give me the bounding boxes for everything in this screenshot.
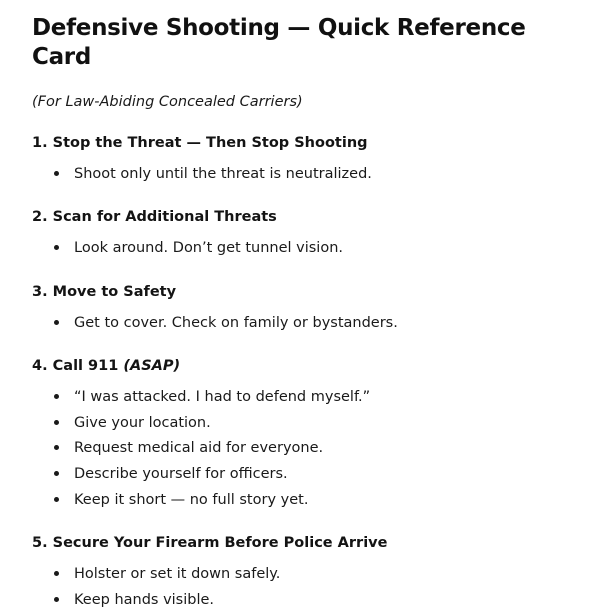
list-item: Request medical aid for everyone. [50, 438, 568, 459]
section-list-5 [32, 564, 568, 610]
list-item: Holster or set it down safely. [50, 564, 568, 585]
section-heading-5 [32, 535, 568, 551]
section-heading-5-text: 5. Secure Your Firearm Before Police Arrive [32, 535, 388, 552]
section-heading-4 [32, 358, 568, 374]
section-list-1 [32, 164, 568, 185]
section-heading-2 [32, 209, 568, 225]
page-title: Defensive Shooting — Quick Reference Card [32, 15, 526, 70]
list-item: Keep hands visible. [50, 590, 568, 610]
section-heading-1-text: 1. Stop the Threat — Then Stop Shooting [32, 134, 368, 151]
section-heading-1 [32, 135, 568, 151]
section-heading-2-text: 2. Scan for Additional Threats [32, 209, 277, 226]
list-item: Keep it short — no full story yet. [50, 490, 568, 511]
section-heading-4-text: 4. Call 911 [32, 358, 124, 375]
list-item: “I was attacked. I had to defend myself.” [50, 387, 568, 408]
section-list-4 [32, 387, 568, 510]
document-page [0, 14, 600, 610]
list-item: Describe yourself for officers. [50, 464, 568, 485]
list-item: Give your location. [50, 413, 568, 434]
section-heading-3 [32, 284, 568, 300]
section-heading-4-note: (ASAP) [123, 358, 181, 375]
page-subtitle: (For Law-Abiding Concealed Carriers) [32, 93, 303, 110]
list-item: Look around. Don’t get tunnel vision. [50, 238, 568, 259]
section-list-3 [32, 313, 568, 334]
list-item: Shoot only until the threat is neutralized. [50, 164, 568, 185]
list-item: Get to cover. Check on family or bystanders. [50, 313, 568, 334]
section-list-2 [32, 238, 568, 259]
section-heading-3-text: 3. Move to Safety [32, 283, 177, 300]
